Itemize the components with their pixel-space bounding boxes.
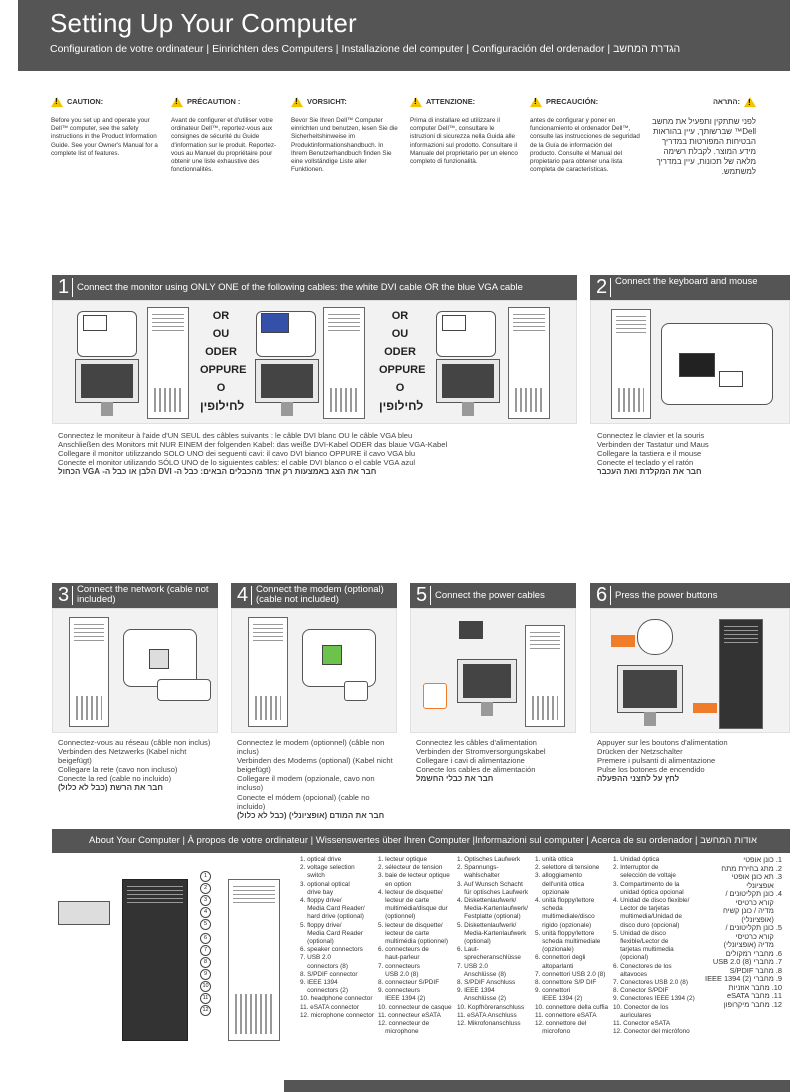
computer-tower-icon xyxy=(719,619,763,729)
monitor-icon xyxy=(617,665,683,713)
callout-4: 4 xyxy=(200,907,211,918)
warning-icon xyxy=(530,97,542,107)
caution-es: ! PRECAUCIÓN: antes de configurar y poner en funcionamiento el ordenador Dell™, consulte las instrucciones de seguridad de la Guía de información del producto. Consulte el Manual del propietario para obtener una lista completa de características. xyxy=(530,97,640,174)
step-6-bar xyxy=(590,583,790,608)
step-3-description: Connectez-vous au réseau (câble non inclus) Verbinden des Netzwerks (Kabel nicht beigefügt) Collegare la rete (cavo non incluso) Conecte la red (cable no incluido) חבר את הרשת (כבל לא כלול) xyxy=(58,738,211,793)
step-4-illustration xyxy=(231,608,397,733)
caution-fr: ! PRÉCAUTION : Avant de configurer et d'utiliser votre ordinateur Dell™, reportez-vous aux consignes de sécurité du Guide d'information sur le produit. Reportez-vous au Manuel du propriétaire pour obtenir une liste exhaustive des fonctionnalités. xyxy=(171,97,281,174)
step-2-description: Connectez le clavier et la souris Verbinden der Tastatur und Maus Collegare la tastiera e il mouse Conecte el teclado y el ratón חבר את המקלדת ואת העכבר xyxy=(597,431,709,477)
computer-tower-icon xyxy=(323,307,365,419)
page-title: Setting Up Your Computer xyxy=(50,8,357,38)
press-arrow-icon xyxy=(693,703,717,713)
callout-6: 6 xyxy=(200,933,211,944)
caution-he: התראה: ! לפני שתתקין ותפעיל את מחשב Dell™ שברשותך, עיין בהוראות הבטיחות המפורטות במדריך מידע המוצר. לקבלת רשימה מלאה של תכונות, עיין במדריך למשתמש. xyxy=(646,97,756,177)
step-1-description: Connectez le moniteur à l'aide d'UN SEUL des câbles suivants : le câble DVI blanc OU le câble VGA bleu Anschließen des Monitors mit NUR EINEM der folgenden Kabel: das weiße DVI-Kabel ODER das blaue VGA-Kabel Collegare il monitor utilizzando SOLO UNO dei seguenti cavi: il cavo DVI bianco OPPURE il cavo VGA blu Conecte el monitor utilizando SÓLO UNO de lo siguientes cables: el cable DVI blanco o el cable VGA azul חבר את הצג באמצעות רק אחד מהכבלים הבאים: כבל ה- DVI הלבן או כבל ה- VGA הכחול xyxy=(58,431,448,477)
computer-front-icon xyxy=(122,879,188,1041)
step-5-illustration xyxy=(410,608,576,733)
monitor-icon xyxy=(255,359,319,403)
press-arrow-icon xyxy=(611,635,635,647)
callout-10: 10 xyxy=(200,981,211,992)
usb-symbol-icon xyxy=(719,371,743,387)
callout-2: 2 xyxy=(200,883,211,894)
network-cable-icon xyxy=(149,649,169,669)
about-bar: About Your Computer | À propos de votre ordinateur | Wissenswertes über Ihren Computer |Informazioni sul computer | Acerca de su ordenador | אודות המחשב xyxy=(52,829,790,853)
step-number: 4 xyxy=(237,584,249,606)
step-title: Connect the network (cable not included) xyxy=(77,584,209,605)
step-title: Connect the power cables xyxy=(435,590,545,601)
step-number: 3 xyxy=(58,584,70,606)
about-list-it: 1. unità ottica 2. selettore di tensione 3. alloggiamento dell'unità ottica opzionale 4. unità floppy/lettore scheda multimediale/disco rigido (opzionale) 5. unità floppy/lettore scheda multimediale (opzionale) 6. connettori degli altoparlanti 7. connettori USB 2.0 (8) 8. connettore S/P DIF 9. connettori IEEE 1394 (2) 10. connettore della cuffia 11. connettore eSATA 12. connettore del microfono xyxy=(535,856,609,1036)
step-2-bar xyxy=(590,275,790,300)
callout-9: 9 xyxy=(200,969,211,980)
step-title: Connect the monitor using ONLY ONE of the following cables: the white DVI cable OR the blue VGA cable xyxy=(77,282,523,293)
computer-tower-icon xyxy=(525,625,565,727)
warning-icon xyxy=(51,97,63,107)
warning-icon xyxy=(171,97,183,107)
about-list-fr: 1. lecteur optique 2. sélecteur de tension 3. baie de lecteur optique en option 4. lecteur de disquette/ lecteur de carte multimédia/disque dur (optionnel) 5. lecteur de disquette/ lecteur de carte multimédia (optionnel) 6. connecteurs de haut-parleur 7. connecteurs USB 2.0 (8) 8. connecteur S/PDIF 9. connecteurs IEEE 1394 (2) 10. connecteur de casque 11. connecteur eSATA 12. connecteur de microphone xyxy=(378,856,452,1036)
monitor-icon xyxy=(457,659,517,703)
step-6-description: Appuyer sur les boutons d'alimentation Drücken der Netzschalter Premere i pulsanti di alimentazione Pulse los botones de encendido לחץ על לחצני ההפעלה xyxy=(597,738,728,784)
power-outlet-icon xyxy=(423,683,447,709)
about-list-de: 1. Optisches Laufwerk 2. Spannungs- wahlschalter 3. Auf Wunsch Schacht für optisches Laufwerk 4. Diskettenlaufwerk/ Media-Kartenlaufwerk/ Festplatte (optional) 5. Diskettenlaufwerk/ Media-Kartenlaufwerk (optional) 6. Laut- sprecheranschlüsse 7. USB 2.0 Anschlüsse (8) 8. S/PDIF Anschluss 9. IEEE 1394 Anschlüsse (2) 10. Kopfhöreranschluss 11. eSATA Anschluss 12. Mikrofonanschluss xyxy=(457,856,529,1028)
step-3-bar xyxy=(52,583,218,608)
callout-11: 11 xyxy=(200,993,211,1004)
phone-jack-icon xyxy=(344,681,368,701)
warning-icon xyxy=(410,97,422,107)
step-4-description: Connectez le modem (optionnel) (câble non inclus) Verbinden des Modems (optional) (Kabel nicht beigefügt) Collegare il modem (opzionale, cavo non incluso) Conecte el módem (opcional) (cable no incluido) חבר את המודם (אופציונלי) (כבל לא כלול) xyxy=(237,738,393,820)
caution-en: ! CAUTION: Before you set up and operate your Dell™ computer, see the safety instructions in the Product Information Guide. See your Owner's Manual for a complete list of features. xyxy=(51,97,161,158)
step-1-illustration xyxy=(52,300,577,424)
callout-12: 12 xyxy=(200,1005,211,1016)
step-5-bar xyxy=(410,583,576,608)
step-number: 6 xyxy=(596,584,608,606)
about-illustration xyxy=(52,853,296,1048)
dvi-cable-icon xyxy=(442,315,466,331)
usb-cable-icon xyxy=(679,353,715,377)
computer-tower-icon xyxy=(611,309,651,419)
callout-8: 8 xyxy=(200,957,211,968)
page-subtitle: Configuration de votre ordinateur | Einrichten des Computers | Installazione del computer | Configuración del ordenador | הגדרת המחשב xyxy=(50,43,681,55)
vga-cable-icon xyxy=(261,313,289,333)
caution-it: ! ATTENZIONE: Prima di installare ed utilizzare il computer Dell™, consultare le istruzioni di sicurezza nella Guida alle informazioni sul prodotto. Consultare il Manuale del proprietario per un elenco completo di funzionalità. xyxy=(410,97,520,166)
step-5-description: Connectez les câbles d'alimentation Verbinden der Stromversorgungskabel Collegare i cavi di alimentazione Conecte los cables de alimentación חבר את כבלי החשמל xyxy=(416,738,546,784)
computer-tower-icon xyxy=(248,617,288,727)
step-number: 1 xyxy=(58,276,70,298)
callout-3: 3 xyxy=(200,895,211,906)
computer-tower-icon xyxy=(69,617,109,727)
step-1-bar xyxy=(52,275,577,300)
step-6-illustration xyxy=(590,608,790,733)
page-header xyxy=(18,0,790,71)
dvi-cable-icon xyxy=(83,315,107,331)
step-3-illustration xyxy=(52,608,218,733)
network-wall-jack-icon xyxy=(157,679,211,701)
warning-icon xyxy=(744,97,756,107)
usb-port-icon xyxy=(661,323,773,405)
power-button-icon xyxy=(637,619,673,655)
step-4-bar xyxy=(231,583,397,608)
monitor-icon xyxy=(436,359,500,403)
monitor-icon xyxy=(75,359,139,403)
warning-icon xyxy=(291,97,303,107)
callout-7: 7 xyxy=(200,945,211,956)
step-2-illustration xyxy=(590,300,790,424)
computer-tower-icon xyxy=(508,307,550,419)
footer-bar xyxy=(284,1080,790,1092)
modem-cable-icon xyxy=(322,645,342,665)
step-title: Connect the modem (optional) (cable not included) xyxy=(256,584,384,605)
drive-bay-icon xyxy=(58,901,110,925)
or-label-group-1: OR OU ODER OPPURE O לחילופין xyxy=(200,310,247,413)
step-title: Connect the keyboard and mouse xyxy=(615,276,758,287)
about-list-en: 1. optical drive 2. voltage selection switch 3. optional optical drive bay 4. floppy drive/ Media Card Reader/ hard drive (optional) 5. floppy drive/ Media Card Reader (optional) 6. speaker connectors 7. USB 2.0 connectors (8) 8. S/PDIF connector 9. IEEE 1394 connectors (2) 10. headphone connector 11. eSATA connector 12. microphone connector xyxy=(300,856,374,1019)
step-number: 5 xyxy=(416,584,428,606)
step-number: 2 xyxy=(596,276,608,298)
power-plug-icon xyxy=(459,621,483,639)
step-title: Press the power buttons xyxy=(615,590,718,601)
or-label-group-2: OR OU ODER OPPURE O לחילופין xyxy=(379,310,426,413)
computer-back-icon xyxy=(228,879,280,1041)
caution-de: ! VORSICHT: Bevor Sie Ihren Dell™ Computer einrichten und benutzen, lesen Sie die Sicherheitshinweise im Produktinformationshandbuch. In Ihrem Benutzerhandbuch finden Sie eine vollständige Liste aller Funktionen. xyxy=(291,97,401,174)
computer-tower-icon xyxy=(147,307,189,419)
about-list-es: 1. Unidad óptica 2. Interruptor de selección de voltaje 3. Compartimento de la unidad óptica opcional 4. Unidad de disco flexible/ Lector de tarjetas multimedia/Unidad de disco duro (opcional) 5. Unidad de disco flexible/Lector de tarjetas multimedia (opcional) 6. Conectores de los altavoces 7. Conectores USB 2.0 (8) 8. Conector S/PDIF 9. Conectores IEEE 1394 (2) 10. Conector de los auriculares 11. Conector eSATA 12. Conector del micrófono xyxy=(613,856,695,1036)
callout-1: 1 xyxy=(200,871,211,882)
callout-5: 5 xyxy=(200,919,211,930)
about-list-he: 1. כונן אופטי 2. מתג בחירת מתח 3. תא כונן אופטי אופציונלי 4. כונן תקליטונים / קורא כרטיסי מדיה / כונן קשיח (אופציונלי) 5. כונן תקליטונים / קורא כרטיסי מדיה (אופציונלי) 6. מחברי רמקולים 7. מחברי USB 2.0 (8) 8. מחבר S/PDIF 9. מחברי IEEE 1394 (2) 10. מחבר אוזניות 11. מחבר eSATA 12. מחבר מיקרופון xyxy=(705,855,782,1009)
